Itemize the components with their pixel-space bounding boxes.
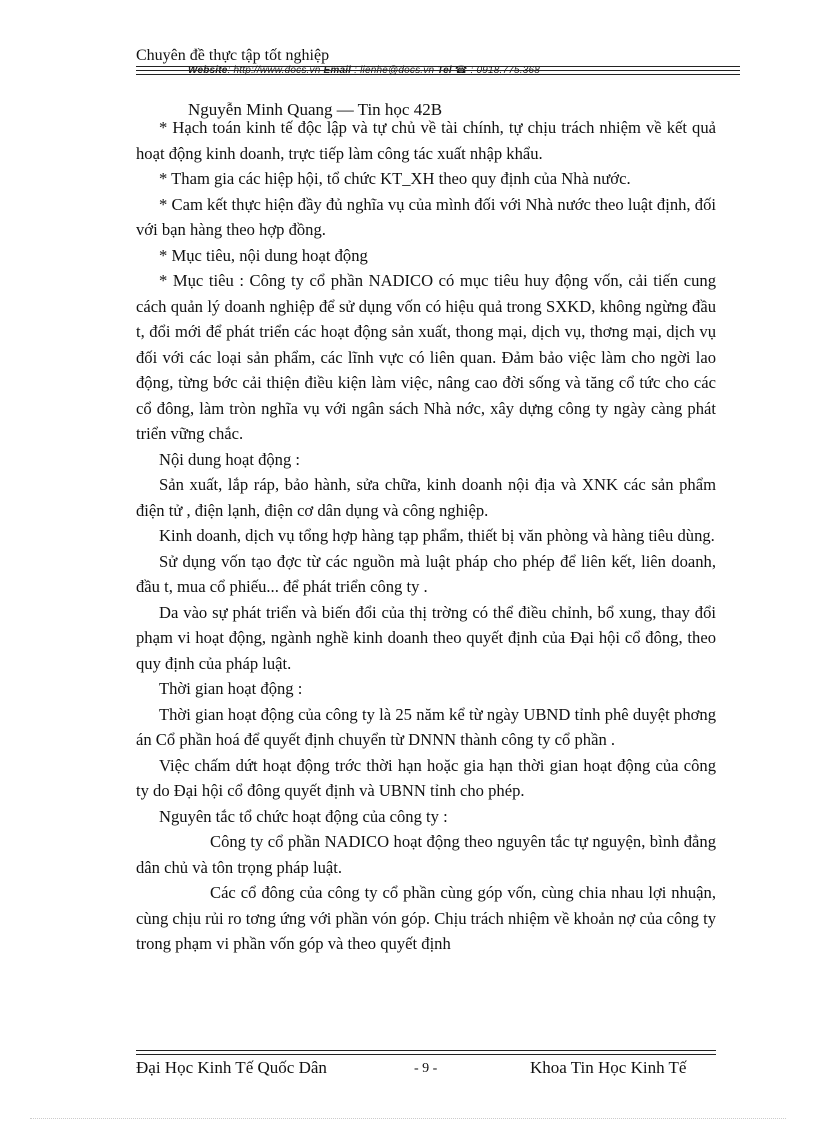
paragraph: Thời gian hoạt động của công ty là 25 năm kể từ ngày UBND tỉnh phê duyệt phơng án Cổ phần hoá để quyết định chuyển từ DNNN thành công ty cổ phần .	[136, 704, 716, 749]
paragraph: Các cổ đông của công ty cổ phần cùng góp vốn, cùng chia nhau lợi nhuận, cùng chịu rủi ro tơng ứng với phần vón góp. Chịu trách nhiệm về khoản nợ của công ty trong phạm vi phần vốn góp và theo quyết định	[136, 883, 716, 953]
website-link[interactable]: : http://www.docs.vn	[227, 65, 321, 76]
document-title: Chuyên đề thực tập tốt nghiệp	[136, 47, 330, 64]
tel-number: : 0918.775.368	[467, 65, 541, 76]
paragraph: Sản xuất, lắp ráp, bảo hành, sửa chữa, kinh doanh nội địa và XNK các sản phẩm điện tử , điện lạnh, điện cơ dân dụng và công nghiệp.	[136, 475, 716, 520]
email-link[interactable]: : lienhe@docs.vn	[351, 65, 435, 76]
paragraph: Kinh doanh, dịch vụ tổng hợp hàng tạp phẩm, thiết bị văn phòng và hàng tiêu dùng.	[159, 526, 715, 545]
faculty-name: Khoa Tin Học Kinh Tế	[530, 1058, 687, 1077]
phone-icon: ☎	[454, 65, 468, 76]
paragraph: * Mục tiêu : Công ty cổ phần NADICO có mục tiêu huy động vốn, cải tiến cung cách quản lý doanh nghiệp để sử dụng vốn có hiệu quả trong SXKD, không ngừng đầu t, đổi mới để phát triển các hoạt động sản xuất, thong mại, dịch vụ, thơng mại, dịch vụ đối với các loại sản phẩm, các lĩnh vực có liên quan. Đảm bảo việc làm cho ngời lao động, từng bớc cải thiện điều kiện làm việc, nâng cao đời sống và tăng cổ tức cho các cổ đông, làm tròn nghĩa vụ với ngân sách Nhà nớc, xây dựng công ty ngày càng phát triển vững chắc.	[136, 271, 716, 443]
university-name: Đại Học Kinh Tế Quốc Dân	[136, 1058, 327, 1077]
paragraph: * Mục tiêu, nội dung hoạt động	[159, 245, 368, 265]
paragraph: Da vào sự phát triển và biến đổi của thị trờng có thể điều chỉnh, bổ xung, thay đổi phạm vi hoạt động, ngành nghề kinh doanh theo quyết định của Đại hội cổ đông, theo quy định của pháp luật.	[136, 602, 716, 673]
contact-line	[188, 65, 540, 77]
footer-rule-top	[136, 1050, 716, 1051]
page-edge-divider	[30, 1118, 786, 1119]
paragraph: Việc chấm dứt hoạt động trớc thời hạn hoặc gia hạn thời gian hoạt động của công ty do Đại hội cổ đông quyết định và UBNN tỉnh cho phép.	[136, 755, 716, 800]
paragraph: Thời gian hoạt động :	[159, 679, 303, 698]
paragraph: Công ty cổ phần NADICO hoạt động theo nguyên tắc tự nguyện, bình đẳng dân chủ và tôn trọng pháp luật.	[136, 832, 716, 877]
paragraph: Nội dung hoạt động :	[159, 449, 301, 469]
website-label: Website	[188, 65, 228, 76]
document-body	[136, 115, 716, 957]
paragraph: * Hạch toán kinh tế độc lập và tự chủ về tài chính, tự chịu trách nhiệm về kết quả hoạt động kinh doanh, trực tiếp làm công tác xuất nhập khẩu.	[136, 118, 716, 163]
tel-label: Tel	[437, 65, 452, 76]
author-line: Nguyễn Minh Quang — Tin học 42B	[188, 100, 443, 119]
paragraph: Sử dụng vốn tạo đợc từ các nguồn mà luật pháp cho phép để liên kết, liên doanh, đầu t, mua cổ phiếu... để phát triển công ty .	[136, 551, 716, 596]
paragraph: * Cam kết thực hiện đầy đủ nghĩa vụ của mình đối với Nhà nước theo luật định, đối với bạn hàng theo hợp đồng.	[136, 194, 716, 239]
page-number: - 9 -	[414, 1061, 438, 1076]
paragraph: * Tham gia các hiệp hội, tổ chức KT_XH theo quy định của Nhà nước.	[159, 169, 631, 188]
email-label: Email	[323, 65, 352, 76]
footer-rule-bottom	[136, 1054, 716, 1055]
paragraph: Nguyên tắc tổ chức hoạt động của công ty :	[159, 806, 448, 826]
